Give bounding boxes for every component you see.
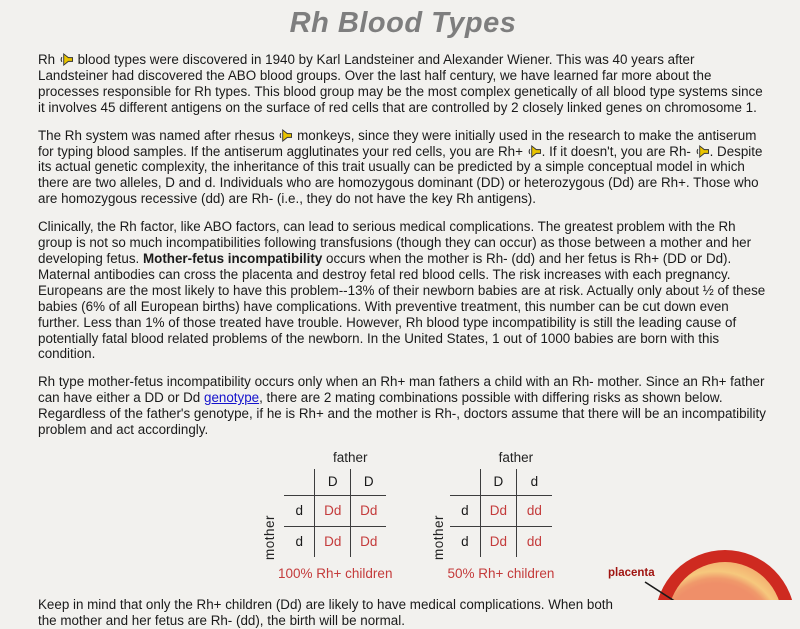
genotype-cell: Dd xyxy=(480,526,516,557)
placenta-label: placenta xyxy=(608,567,655,579)
punnett-table xyxy=(284,469,386,557)
genotype-cell: dd xyxy=(526,533,542,549)
speaker-icon[interactable] xyxy=(527,145,542,158)
text-run: . If it doesn't, you are Rh- xyxy=(541,143,691,159)
paragraph-rhesus xyxy=(38,128,768,208)
mother-axis-label: mother xyxy=(431,514,447,560)
col-header: D xyxy=(315,469,351,496)
paragraph-clinical xyxy=(38,219,768,362)
mother-axis-label: mother xyxy=(262,514,277,560)
punnett-caption: 50% Rh+ children xyxy=(447,565,555,581)
genotype-cell: Dd xyxy=(360,533,378,549)
punnett-square-Dd-father xyxy=(431,450,554,582)
row-header: d xyxy=(450,495,481,526)
speaker-icon[interactable] xyxy=(278,129,293,142)
genotype-cell: Dd xyxy=(351,495,387,526)
placenta-figure xyxy=(600,546,800,600)
genotype-link[interactable]: genotype xyxy=(204,390,260,406)
paragraph-mating-combinations xyxy=(38,374,768,438)
text-run: monkeys, since they were initially used in the research to make the antiserum for typing blood samples. If the antiserum agglutinates your red cells, you are Rh+ xyxy=(38,127,757,159)
blank-cell xyxy=(284,469,315,496)
text-run: , there are 2 mating combinations possible with differing risks as shown below. Regardless of the father's genotype, if he is Rh+ and the mother is Rh-, doctors assume that there will be an incompatibility problem and act accordingly. xyxy=(38,390,766,438)
speaker-icon[interactable] xyxy=(59,53,74,66)
punnett-caption: 100% Rh+ children xyxy=(278,565,393,581)
page-title: Rh Blood Types xyxy=(289,7,517,39)
genotype-cell: Dd xyxy=(315,526,351,557)
text-run: . Despite its actual genetic complexity, the inheritance of this trait usually can be predicted by a simple conceptual model in which there are two alleles, D and d. Individuals who are homozygous dominant (DD) or heterozygous (Dd) are Rh+. Those who are homozygous recessive (dd) are Rh- (i.e., they do not have the key Rh antigens). xyxy=(38,143,763,207)
genotype-cell: dd xyxy=(516,495,552,526)
row-header: d xyxy=(284,526,315,557)
paragraph-discovery xyxy=(38,52,768,116)
col-header: d xyxy=(516,469,552,496)
punnett-square-dd-father xyxy=(262,450,392,582)
father-axis-label: father xyxy=(498,449,534,465)
text-run: The Rh system was named after rhesus xyxy=(38,127,275,143)
text-run: Rh type mother-fetus incompatibility occurs only when an Rh+ man fathers a child with an Rh- mother. Since an Rh+ father can have either a DD or Dd xyxy=(38,374,765,406)
father-axis-label: father xyxy=(332,449,368,465)
mother-fetus-incompatibility-term: Mother-fetus incompatibility xyxy=(142,250,323,266)
punnett-table xyxy=(450,469,552,557)
genotype-cell: Dd xyxy=(315,495,351,526)
row-header: d xyxy=(450,526,481,557)
text-run: Rh xyxy=(38,52,56,67)
pointer-line xyxy=(600,546,800,600)
text-run: Clinically, the Rh factor, like ABO factors, can lead to serious medical complications. The greatest problem with the Rh group is not so much incompatibilities following transfusions (though they can occur) as those between a mother and her developing fetus. xyxy=(38,219,752,266)
text-run: occurs when the mother is Rh- (dd) and her fetus is Rh+ (DD or Dd). Maternal antibodies can cross the placenta and destroy fetal red blood cells. The risk increases with each pregnancy. Europeans are the most likely to have this problem--13% of their newborn babies are at risk. Actually only about ½ of these babies (6% of all European births) have complications. With preventive treatment, this number can be cut down even further. Less than 1% of those treated have trouble. However, Rh blood type incompatibility is still the leading cause of potentially fatal blood related problems of the newborn. In the United States, 1 out of 1000 babies are born with this condition. xyxy=(38,250,766,362)
col-header: D xyxy=(480,469,516,496)
blank-cell xyxy=(450,469,481,496)
speaker-icon[interactable] xyxy=(695,145,710,158)
col-header: D xyxy=(351,469,387,496)
genotype-cell: Dd xyxy=(480,495,516,526)
text-run: blood types were discovered in 1940 by Karl Landsteiner and Alexander Wiener. This was 40 years after Landsteiner had discovered the ABO blood groups. Over the last half century, we have learned far more about the processes responsible for Rh types. This blood group may be the most complex genetically of all blood type systems since it involves 45 different antigens on the surface of red cells that are controlled by 2 closely linked genes on chromosome 1. xyxy=(38,52,763,115)
paragraph-conclusion: Keep in mind that only the Rh+ children (Dd) are likely to have medical complications. When both the mother and her fetus are Rh- (dd), the birth will be normal. xyxy=(38,596,613,628)
row-header: d xyxy=(284,495,315,526)
